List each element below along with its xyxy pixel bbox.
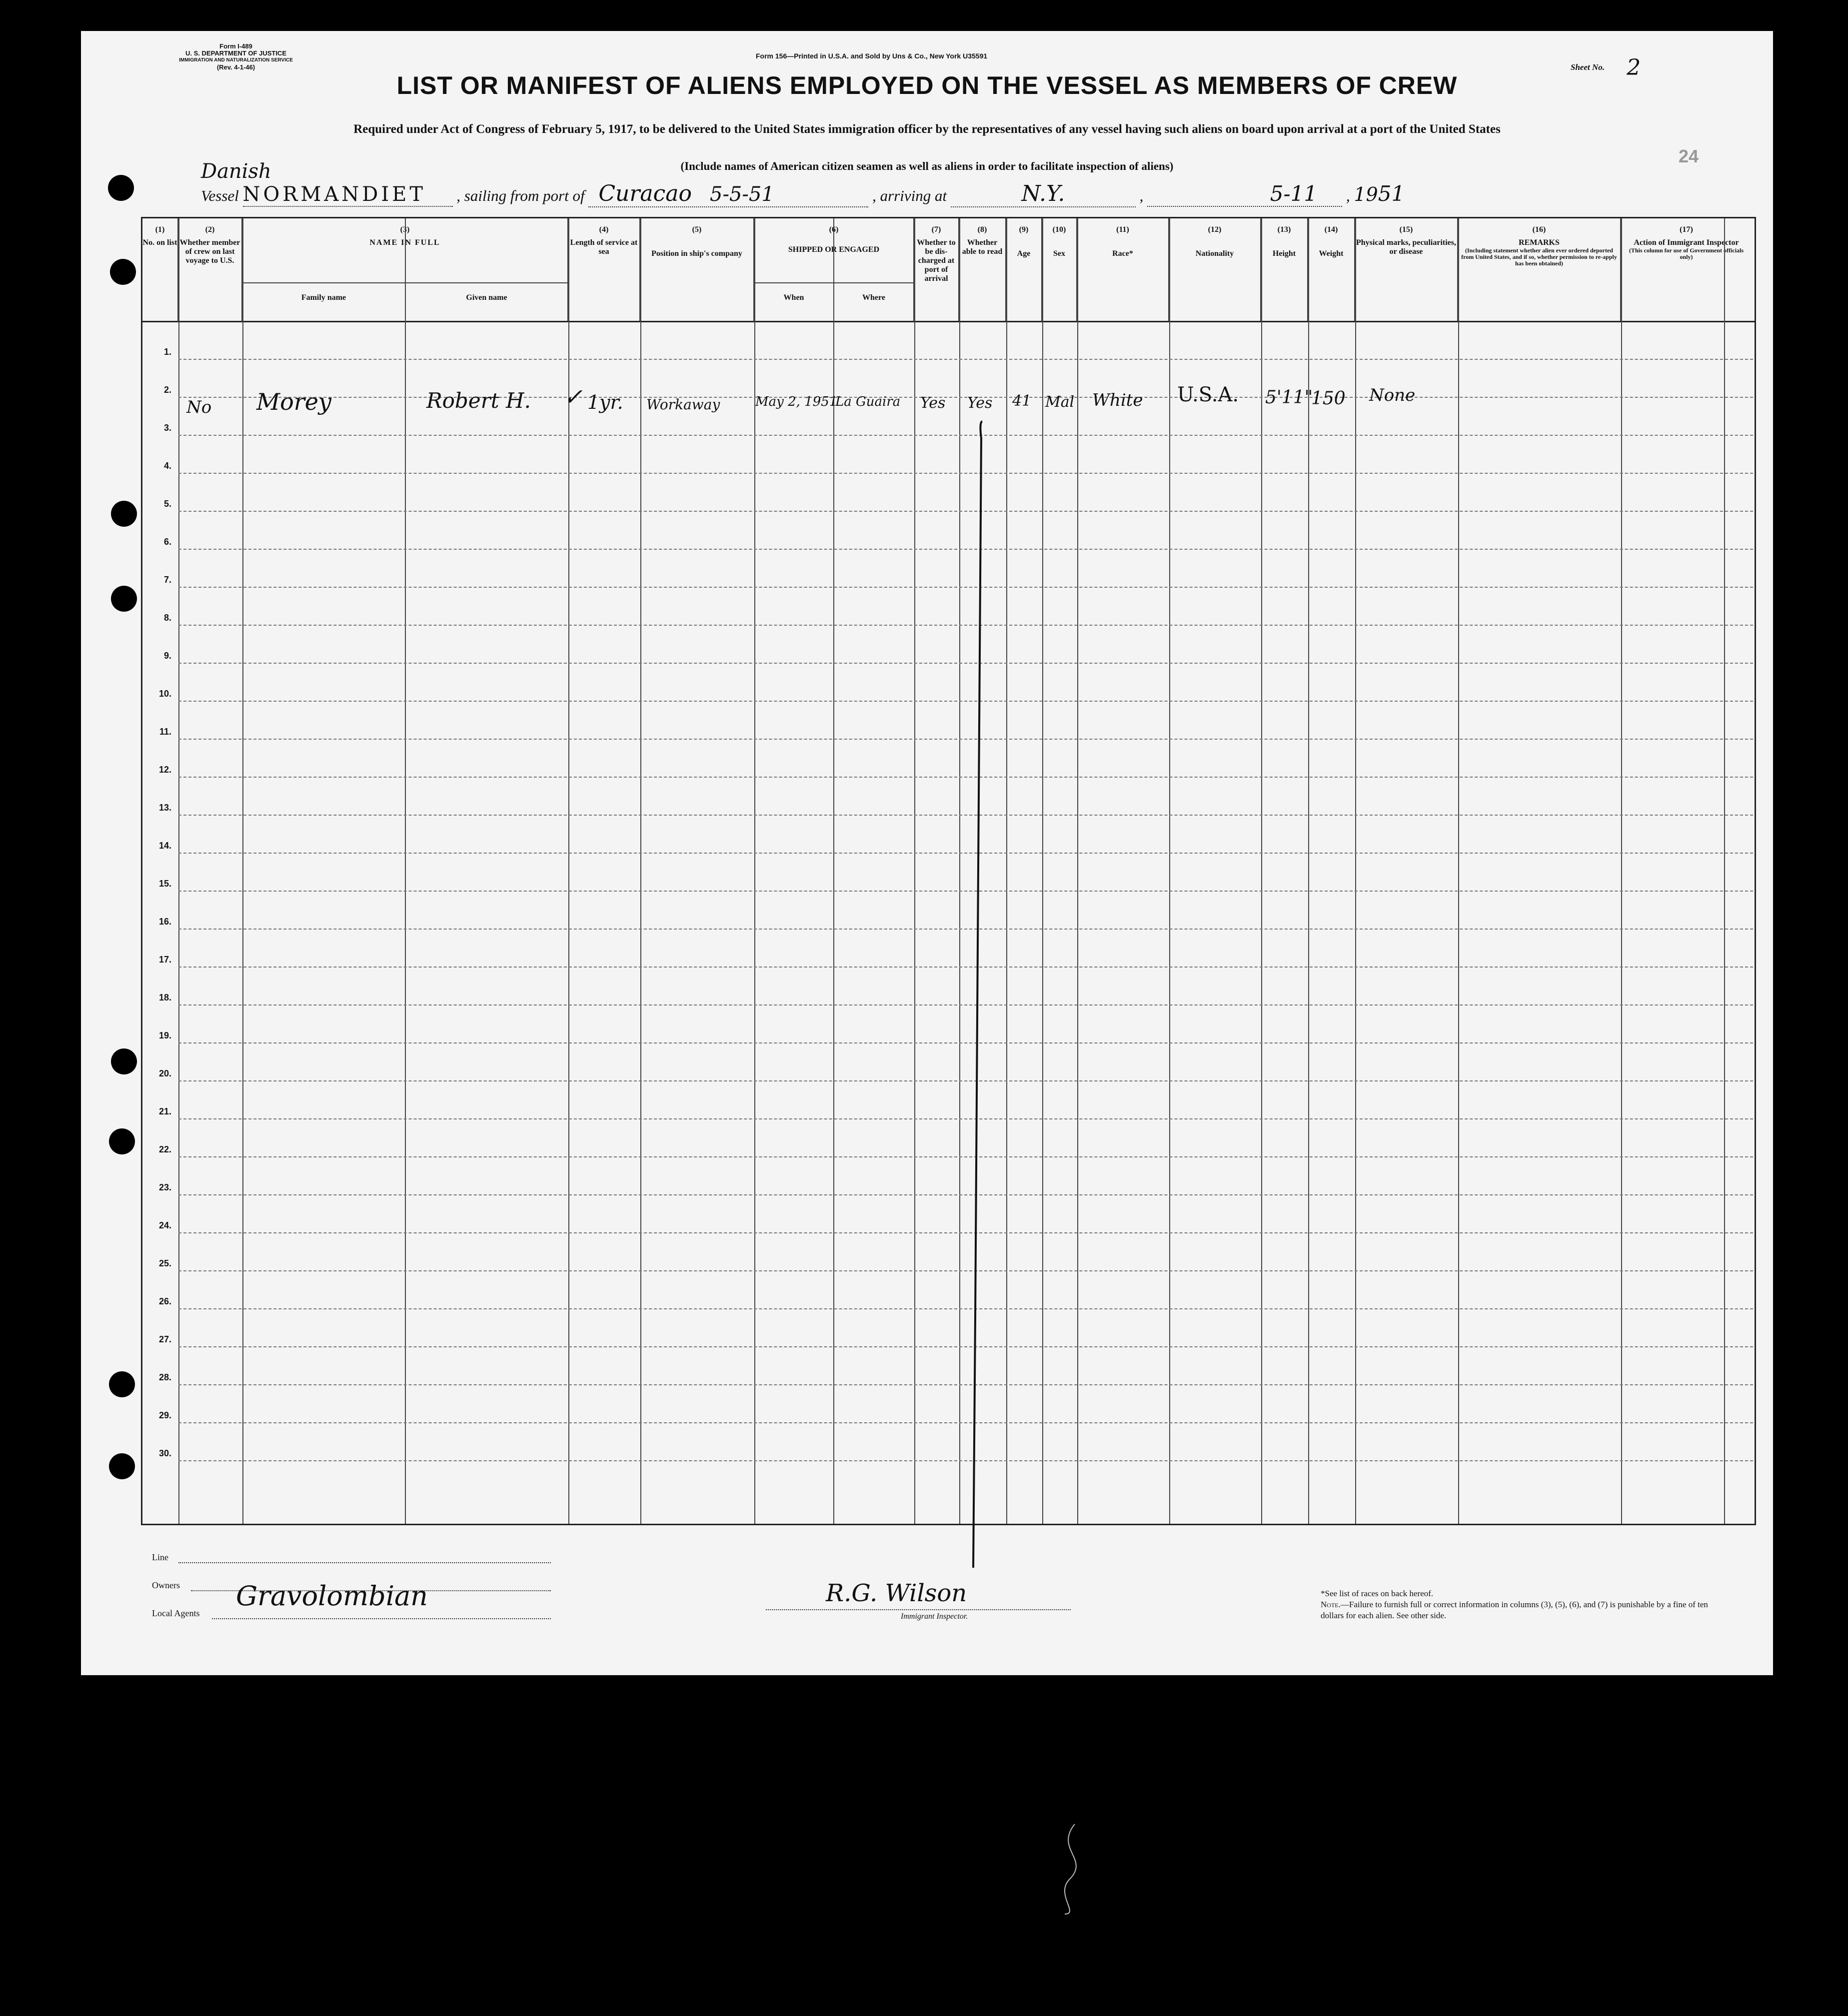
line-label: Line: [152, 1552, 168, 1562]
row-line: [178, 701, 1753, 702]
row-line: [178, 587, 1753, 588]
col-header-12: (12) Nationality: [1169, 218, 1261, 321]
punch-hole: [111, 1048, 137, 1074]
vessel-label: Vessel: [201, 187, 239, 204]
department-name: U. S. DEPARTMENT OF JUSTICE: [185, 49, 286, 57]
row-line: [178, 397, 1753, 398]
vessel-line: Vessel NORMANDIET , sailing from port of Curacao 5-5-51 , arriving at N.Y. , 5-11 , 1951: [201, 181, 1405, 206]
row-line: [178, 929, 1753, 930]
row-number: 26.: [158, 1296, 171, 1306]
row-line: [178, 663, 1753, 664]
row-number: 22.: [158, 1144, 171, 1154]
agents-signature: Gravolombian: [236, 1580, 428, 1612]
row-line: [178, 853, 1753, 854]
inspector-label: Immigrant Inspector.: [901, 1612, 968, 1621]
row-number: 30.: [158, 1448, 171, 1458]
printer-note: Form 156—Printed in U.S.A. and Sold by Uns & Co., New York U35591: [756, 52, 988, 60]
shipped-when: May 2, 1951: [755, 394, 838, 409]
length-of-service: 1yr.: [587, 391, 623, 413]
sailing-label: , sailing from port of: [456, 187, 585, 204]
include-note: (Include names of American citizen seamen as well as aliens in order to facilitate inspection of aliens): [680, 160, 1174, 172]
note-text: —Failure to furnish full or correct information in columns (3), (5), (6), and (7) is punishable by a fine of ten dollars for each alien. See other side.: [1321, 1600, 1708, 1620]
arrival-date: 5-11: [1270, 181, 1318, 206]
arriving-label: , arriving at: [872, 187, 947, 204]
col-header-3: (3) NAME IN FULL Family name Given name: [242, 218, 568, 321]
row-number: 6.: [163, 537, 171, 547]
row-number: 19.: [158, 1030, 171, 1040]
row-line: [178, 435, 1753, 436]
row-number: 27.: [158, 1334, 171, 1344]
arrival-port: N.Y.: [1021, 181, 1065, 206]
form-identifier: [141, 43, 331, 71]
row-number: 1.: [163, 347, 171, 357]
page-title: LIST OR MANIFEST OF ALIENS EMPLOYED ON THE VESSEL AS MEMBERS OF CREW: [396, 71, 1458, 99]
row-number: 5.: [163, 499, 171, 509]
where-header: Where: [862, 293, 885, 302]
height: 5'11": [1265, 387, 1313, 408]
year-prefix: 19: [1354, 183, 1378, 205]
races-note: *See list of races on back hereof.: [1321, 1589, 1434, 1598]
punch-hole: [109, 1453, 135, 1479]
row-line: [178, 1308, 1753, 1309]
arrival-port-field: [951, 181, 1136, 207]
row-number: 16.: [158, 917, 171, 927]
row-line: [178, 1460, 1753, 1461]
row-number: 8.: [163, 613, 171, 623]
weight: 150: [1311, 388, 1346, 409]
row-line: [178, 1118, 1753, 1119]
discharged: Yes: [920, 394, 946, 412]
row-line: [178, 359, 1753, 360]
service-name: IMMIGRATION AND NATURALIZATION SERVICE: [179, 57, 293, 63]
shipped-where: La Guaira: [835, 394, 901, 409]
sex: Mal: [1045, 393, 1075, 411]
row-line: [178, 1422, 1753, 1423]
manifest-page: [81, 31, 1773, 1675]
footer-notes: [1321, 1588, 1721, 1621]
col-header-14: (14) Weight: [1308, 218, 1355, 321]
vessel-name-field: [243, 183, 453, 207]
row-number: 13.: [158, 803, 171, 813]
row-number: 17.: [158, 955, 171, 965]
agents-label: Local Agents: [152, 1608, 200, 1618]
when-header: When: [783, 293, 804, 302]
year-suffix: 51: [1378, 181, 1405, 206]
row-number: 25.: [158, 1258, 171, 1268]
ditto-line: [972, 418, 992, 1568]
signature-area: [141, 1530, 1753, 1665]
row-number: 7.: [163, 575, 171, 585]
row-line: [178, 1346, 1753, 1347]
sheet-value: 2: [1627, 55, 1641, 80]
row-line: [178, 1080, 1753, 1081]
col-header-11: (11) Race*: [1077, 218, 1169, 321]
row-line: [178, 1232, 1753, 1233]
given-name: Robert H.: [426, 388, 531, 413]
row-line: [178, 1384, 1753, 1385]
crew-table: (1) No. on list (2) Whether member of crew on last voyage to U.S. (3) NAME IN FULL Family name Given name (4) Length of service at sea (5) Position in ship's company (6) SHIPPED OR ENGAGED When Where (7) Whether to be dis-charged at port of arrival (8) Whether able to read (9) Age (10) Sex (11) Race* (12) Nationality (13) Height (14) Weight (15) Physical marks, peculiarities, or disease (16) REMARKS (Including statement whether alien ever ordered deported from United States, and if so, whether permission to re-apply has been obtained) (17) Action of Immigrant Inspector (This column for use of Government officials only) 1. 2. 3. 4. 5. 6. 7. 8. 9. 10. 11. 12. 13. 14. 15. 16. 17. 18. 19. 20. 21. 22. 23. 24. 25. 26. 27. 28. 29. 30. No Morey Robert H. ✓ 1yr. Workaway May 2, 1951 La Guaira Yes Yes 41 Mal White U.S.A. 5'11" 150 None: [141, 217, 1756, 1525]
row-line: [178, 625, 1753, 626]
header-divider: [142, 321, 1755, 322]
row-number: 4.: [163, 461, 171, 471]
row-number: 24.: [158, 1220, 171, 1230]
row-number: 14.: [158, 841, 171, 851]
form-revision: (Rev. 4-1-46): [216, 63, 255, 71]
stamp-number: 24: [1679, 146, 1699, 166]
race: White: [1092, 390, 1143, 410]
row-number: 3.: [163, 423, 171, 433]
row-line: [178, 1042, 1753, 1043]
col-header-8: (8) Whether able to read: [959, 218, 1006, 321]
col-header-16: (16) REMARKS (Including statement whether alien ever ordered deported from United States, and if so, whether permission to re-apply has been obtained): [1458, 218, 1621, 321]
row-line: [178, 739, 1753, 740]
nationality: U.S.A.: [1177, 383, 1239, 406]
note-label: Note.: [1321, 1600, 1341, 1609]
col-header-2: (2) Whether member of crew on last voyage to U.S.: [178, 218, 242, 321]
form-number: Form I-489: [219, 42, 252, 50]
departure-port: Curacao: [598, 181, 692, 206]
flag-handwritten: Danish: [201, 160, 271, 183]
punch-hole: [111, 586, 137, 612]
row-line: [178, 815, 1753, 816]
col-header-7: (7) Whether to be dis-charged at port of arrival: [914, 218, 959, 321]
row-number: 18.: [158, 993, 171, 1003]
member-last-voyage: No: [186, 397, 212, 417]
col-header-9: (9) Age: [1006, 218, 1042, 321]
sailing-date: 5-5-51: [710, 183, 774, 206]
punch-hole: [110, 259, 136, 285]
row-number: 9.: [163, 651, 171, 661]
row-number: 15.: [158, 879, 171, 889]
col-header-10: (10) Sex: [1042, 218, 1077, 321]
col-header-15: (15) Physical marks, peculiarities, or disease: [1355, 218, 1458, 321]
age: 41: [1012, 392, 1032, 410]
col-header-17: (17) Action of Immigrant Inspector (This column for use of Government officials only): [1629, 225, 1744, 260]
col-header-6: (6) SHIPPED OR ENGAGED When Where: [754, 218, 914, 321]
col-header-1: (1) No. on list: [142, 218, 178, 321]
row-line: [178, 1156, 1753, 1157]
row-number: 21.: [158, 1106, 171, 1116]
row-line: [178, 473, 1753, 474]
col-header-4: (4) Length of service at sea: [568, 218, 640, 321]
row-line: [178, 511, 1753, 512]
able-to-read: Yes: [967, 394, 993, 412]
row-number: 28.: [158, 1372, 171, 1382]
vessel-name: NORMANDIET: [242, 183, 426, 206]
scribble-mark: [1045, 1819, 1105, 1919]
row-line: [178, 1270, 1753, 1271]
row-number: 10.: [158, 689, 171, 699]
owners-label: Owners: [152, 1580, 180, 1590]
col-header-5: (5) Position in ship's company: [640, 218, 754, 321]
physical-marks: None: [1369, 385, 1416, 405]
punch-hole: [111, 501, 137, 527]
row-line: [178, 967, 1753, 968]
inspector-signature: R.G. Wilson: [826, 1579, 967, 1607]
row-number: 23.: [158, 1182, 171, 1192]
row-number: 11.: [159, 727, 171, 737]
punch-hole: [109, 1128, 135, 1154]
port-field: [588, 181, 868, 207]
row-line: [178, 777, 1753, 778]
row-line: [178, 891, 1753, 892]
row-number: 20.: [158, 1068, 171, 1078]
col-header-13: (13) Height: [1261, 218, 1308, 321]
punch-hole: [108, 175, 134, 201]
row-line: [178, 1005, 1753, 1006]
position: Workaway: [646, 396, 720, 413]
family-name-header: Family name: [301, 293, 346, 302]
page-subtitle: Required under Act of Congress of February 5, 1917, to be delivered to the United States immigration officer by the representatives of any vessel having such aliens on board upon arrival at a port of the United States: [353, 122, 1501, 136]
arrival-date-field: [1147, 181, 1342, 207]
row-line: [178, 1194, 1753, 1195]
row-number: 2.: [163, 385, 171, 395]
punch-hole: [109, 1371, 135, 1397]
row-number: 12.: [158, 765, 171, 775]
row-number: 29.: [158, 1410, 171, 1420]
given-name-header: Given name: [466, 293, 507, 302]
family-name: Morey: [256, 388, 331, 415]
sheet-label: Sheet No.: [1571, 62, 1605, 72]
row-line: [178, 549, 1753, 550]
